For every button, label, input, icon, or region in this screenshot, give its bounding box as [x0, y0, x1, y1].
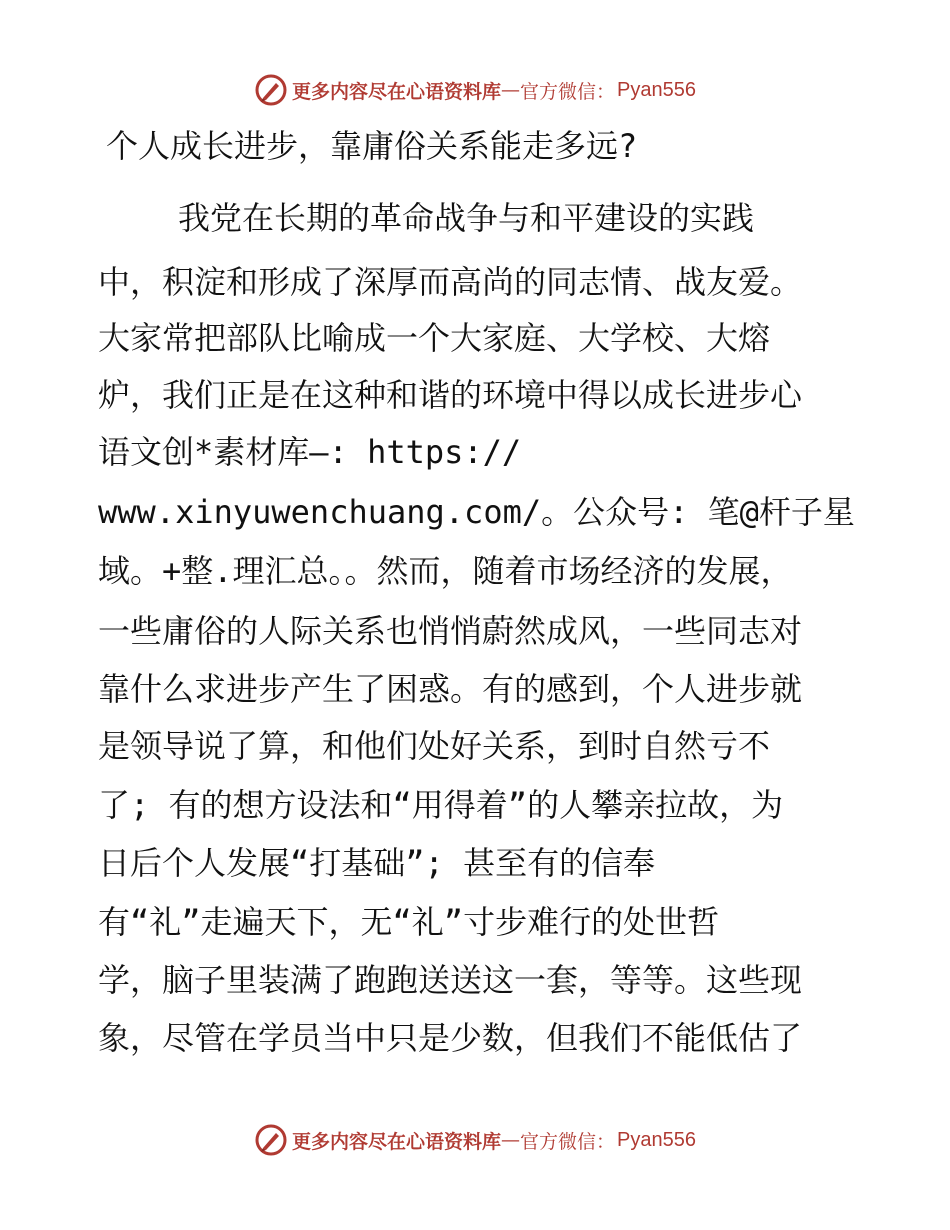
- body-line: 域。+整.理汇总。。然而，随着市场经济的发展，: [98, 552, 793, 590]
- body-line: 靠什么求进步产生了困惑。有的感到，个人进步就: [98, 670, 803, 708]
- body-line: 炉，我们正是在这种和谐的环境中得以成长进步心: [98, 376, 803, 414]
- body-line: 象，尽管在学员当中只是少数，但我们不能低估了: [98, 1019, 803, 1057]
- footer-banner: [0, 1120, 950, 1160]
- banner-wechat-label: 官方微信：: [520, 1130, 616, 1153]
- body-line: 日后个人发展“打基础”; 甚至有的信奉: [98, 844, 656, 882]
- banner-separator: —: [501, 79, 521, 101]
- header-banner: [0, 70, 950, 110]
- pen-logo-icon: [254, 1123, 288, 1157]
- body-line: 了; 有的想方设法和“用得着”的人攀亲拉故，为: [98, 786, 784, 824]
- banner-slogan: 更多内容尽在心语资料库: [292, 80, 502, 103]
- banner-slogan: 更多内容尽在心语资料库: [292, 1130, 502, 1153]
- body-line: 大家常把部队比喻成一个大家庭、大学校、大熔: [98, 319, 771, 357]
- banner-wechat-id: Pyan556: [617, 1128, 696, 1151]
- banner-separator: —: [501, 1129, 521, 1151]
- page-title: 个人成长进步，靠庸俗关系能走多远?: [106, 127, 638, 165]
- pen-logo-icon: [254, 73, 288, 107]
- banner-wechat-id: Pyan556: [617, 78, 696, 101]
- body-line: www.xinyuwenchuang.com/。公众号: 笔@杆子星: [98, 493, 855, 531]
- body-line: 有“礼”走遍天下，无“礼”寸步难行的处世哲: [98, 903, 720, 941]
- body-line: 一些庸俗的人际关系也悄悄蔚然成风，一些同志对: [98, 612, 803, 650]
- body-line: 语文创*素材库—: https://: [98, 433, 522, 471]
- body-line: 是领导说了算，和他们处好关系，到时自然亏不: [98, 727, 771, 765]
- body-line: 学，脑子里装满了跑跑送送这一套，等等。这些现: [98, 961, 803, 999]
- banner-wechat-label: 官方微信：: [520, 80, 616, 103]
- body-line: 我党在长期的革命战争与和平建设的实践: [178, 199, 755, 237]
- body-line: 中，积淀和形成了深厚而高尚的同志情、战友爱。: [98, 263, 803, 301]
